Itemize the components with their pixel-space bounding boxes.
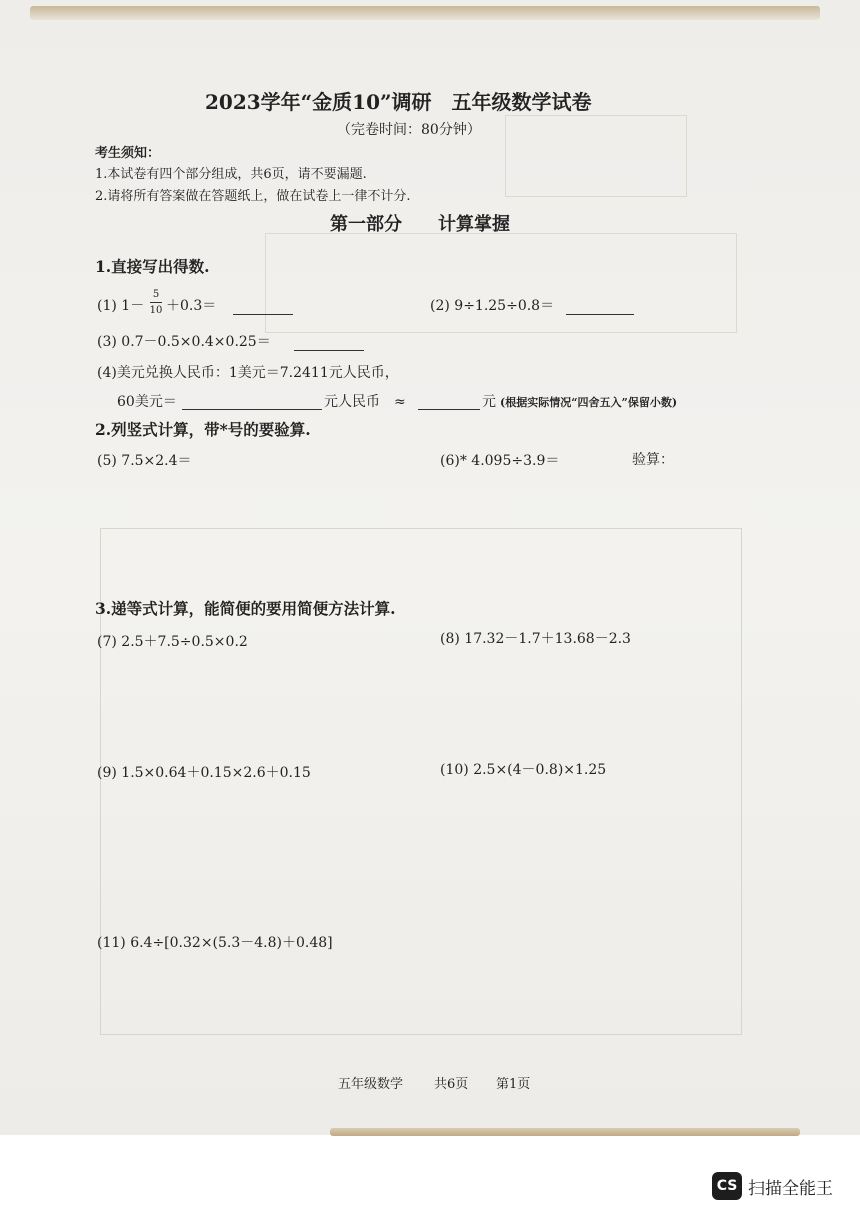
camscanner-logo-icon: CS bbox=[712, 1172, 742, 1200]
q3-answer-blank[interactable] bbox=[294, 350, 364, 351]
notice-line-1: 1.本试卷有四个部分组成，共6页，请不要漏题. bbox=[95, 167, 367, 182]
section-2-heading: 2.列竖式计算，带*号的要验算. bbox=[95, 420, 311, 439]
q1-fraction-bar bbox=[150, 302, 162, 303]
q4-start: 60美元＝ bbox=[117, 394, 177, 410]
q11-text: (11) 6.4÷[0.32×(5.3－4.8)＋0.48] bbox=[97, 935, 333, 951]
exam-time: （完卷时间：80分钟） bbox=[337, 122, 481, 138]
notice-line-2: 2.请将所有答案做在答题纸上，做在试卷上一律不计分. bbox=[95, 189, 411, 204]
section-3-heading: 3.递等式计算，能简便的要用简便方法计算. bbox=[95, 599, 396, 618]
bleed-through-table bbox=[265, 233, 737, 333]
q1-fraction-denominator: 10 bbox=[149, 305, 163, 316]
q5-text: (5) 7.5×2.4＝ bbox=[97, 453, 192, 469]
q10-text: (10) 2.5×(4－0.8)×1.25 bbox=[440, 762, 607, 778]
paper-top-edge bbox=[30, 6, 820, 20]
scanner-watermark bbox=[712, 1172, 833, 1200]
q4-end: 元 bbox=[482, 394, 496, 410]
q4-line-1: (4)美元兑换人民币：1美元＝7.2411元人民币， bbox=[97, 365, 399, 381]
part-1-title: 第一部分 计算掌握 bbox=[330, 214, 510, 235]
q7-text: (7) 2.5＋7.5÷0.5×0.2 bbox=[97, 634, 248, 650]
q2-answer-blank[interactable] bbox=[566, 314, 634, 315]
footer-page-number: 第1页 bbox=[496, 1077, 531, 1092]
q1-suffix: ＋0.3＝ bbox=[166, 298, 217, 314]
footer-total-pages: 共6页 bbox=[434, 1077, 469, 1092]
q4-answer-blank-1[interactable] bbox=[182, 409, 322, 410]
q8-text: (8) 17.32－1.7＋13.68－2.3 bbox=[440, 631, 631, 647]
notice-heading: 考生须知： bbox=[95, 146, 161, 161]
q6-check-label: 验算： bbox=[632, 452, 674, 468]
q1-fraction-numerator: 5 bbox=[152, 289, 160, 300]
q2-text: (2) 9÷1.25÷0.8＝ bbox=[430, 298, 555, 314]
bleed-through-box bbox=[505, 115, 687, 197]
q1-prefix: (1) 1－ bbox=[97, 298, 145, 314]
footer-subject: 五年级数学 bbox=[338, 1077, 404, 1092]
section-1-heading: 1.直接写出得数. bbox=[95, 257, 210, 276]
q1-answer-blank[interactable] bbox=[233, 314, 293, 315]
q4-answer-blank-2[interactable] bbox=[418, 409, 480, 410]
q6-text: (6)* 4.095÷3.9＝ bbox=[440, 453, 560, 469]
exam-title: 2023学年“金质10”调研 五年级数学试卷 bbox=[205, 90, 592, 114]
camscanner-label: 扫描全能王 bbox=[748, 1178, 833, 1199]
q3-text: (3) 0.7－0.5×0.4×0.25＝ bbox=[97, 334, 271, 350]
q9-text: (9) 1.5×0.64＋0.15×2.6＋0.15 bbox=[97, 765, 311, 781]
q4-mid: 元人民币 ≈ bbox=[324, 394, 406, 410]
q4-note: (根据实际情况“四舍五入”保留小数) bbox=[500, 396, 678, 409]
paper-bottom-edge bbox=[330, 1128, 800, 1136]
